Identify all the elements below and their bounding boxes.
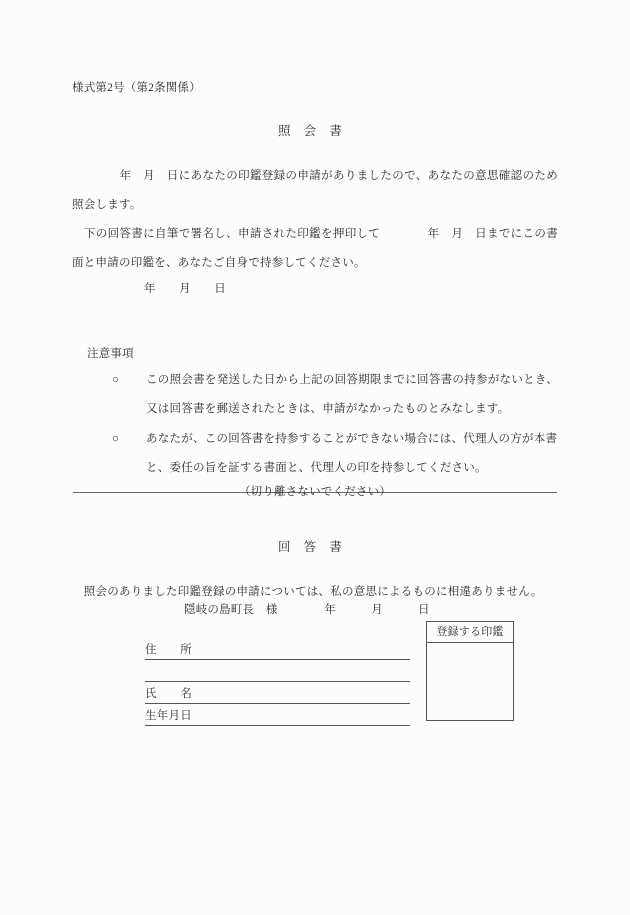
notice-item (112, 425, 558, 483)
name-field[interactable] (145, 681, 410, 704)
notice-bullet-icon: ○ (112, 433, 120, 445)
answer-statement: 照会のありました印鑑登録の申請については、私の意思によるものに相違ありません。 (72, 586, 543, 598)
inquiry-date-line: 年 月 日 (144, 283, 226, 295)
name-field-label: 氏 名 (145, 688, 192, 700)
answer-title: 回 答 書 (278, 540, 343, 554)
detach-notice-label: （切り離さないでください） (238, 486, 392, 498)
address-field-label: 住 所 (145, 644, 192, 656)
inquiry-paragraph-2: 下の回答書に自筆で署名し、申請された印鑑を押印して 年 月 日までにこの書面と申請の印鑑を、あなたご自身で持参してください。 (72, 228, 558, 269)
seal-box[interactable] (426, 621, 514, 721)
address-field-continuation[interactable] (145, 659, 410, 682)
notice-text: あなたが、この回答書を持参することができない場合には、代理人の方が本書と、委任の旨を証する書面と、代理人の印を持参してください。 (146, 433, 558, 474)
birthdate-field-label: 生年月日 (145, 710, 192, 722)
address-field[interactable] (145, 637, 410, 660)
notice-bullet-icon: ○ (112, 374, 120, 386)
seal-box-stamp-area[interactable] (427, 643, 513, 720)
detach-notice-row (73, 485, 557, 501)
notices-heading: 注意事項 (87, 348, 134, 360)
seal-box-header: 登録する印鑑 (427, 622, 513, 643)
form-code: 様式第2号（第2条関係） (72, 82, 201, 94)
notice-item (112, 366, 558, 424)
answer-addressee-line: 隠岐の島町長 様 年 月 日 (184, 604, 430, 616)
inquiry-paragraph-1: 年 月 日にあなたの印鑑登録の申請がありましたので、あなたの意思確認のため照会します。 (72, 170, 558, 211)
inquiry-title: 照 会 書 (278, 124, 343, 138)
birthdate-field[interactable] (145, 703, 410, 726)
notice-text: この照会書を発送した日から上記の回答期限までに回答書の持参がないとき、又は回答書を郵送されたときは、申請がなかったものとみなします。 (146, 374, 558, 415)
